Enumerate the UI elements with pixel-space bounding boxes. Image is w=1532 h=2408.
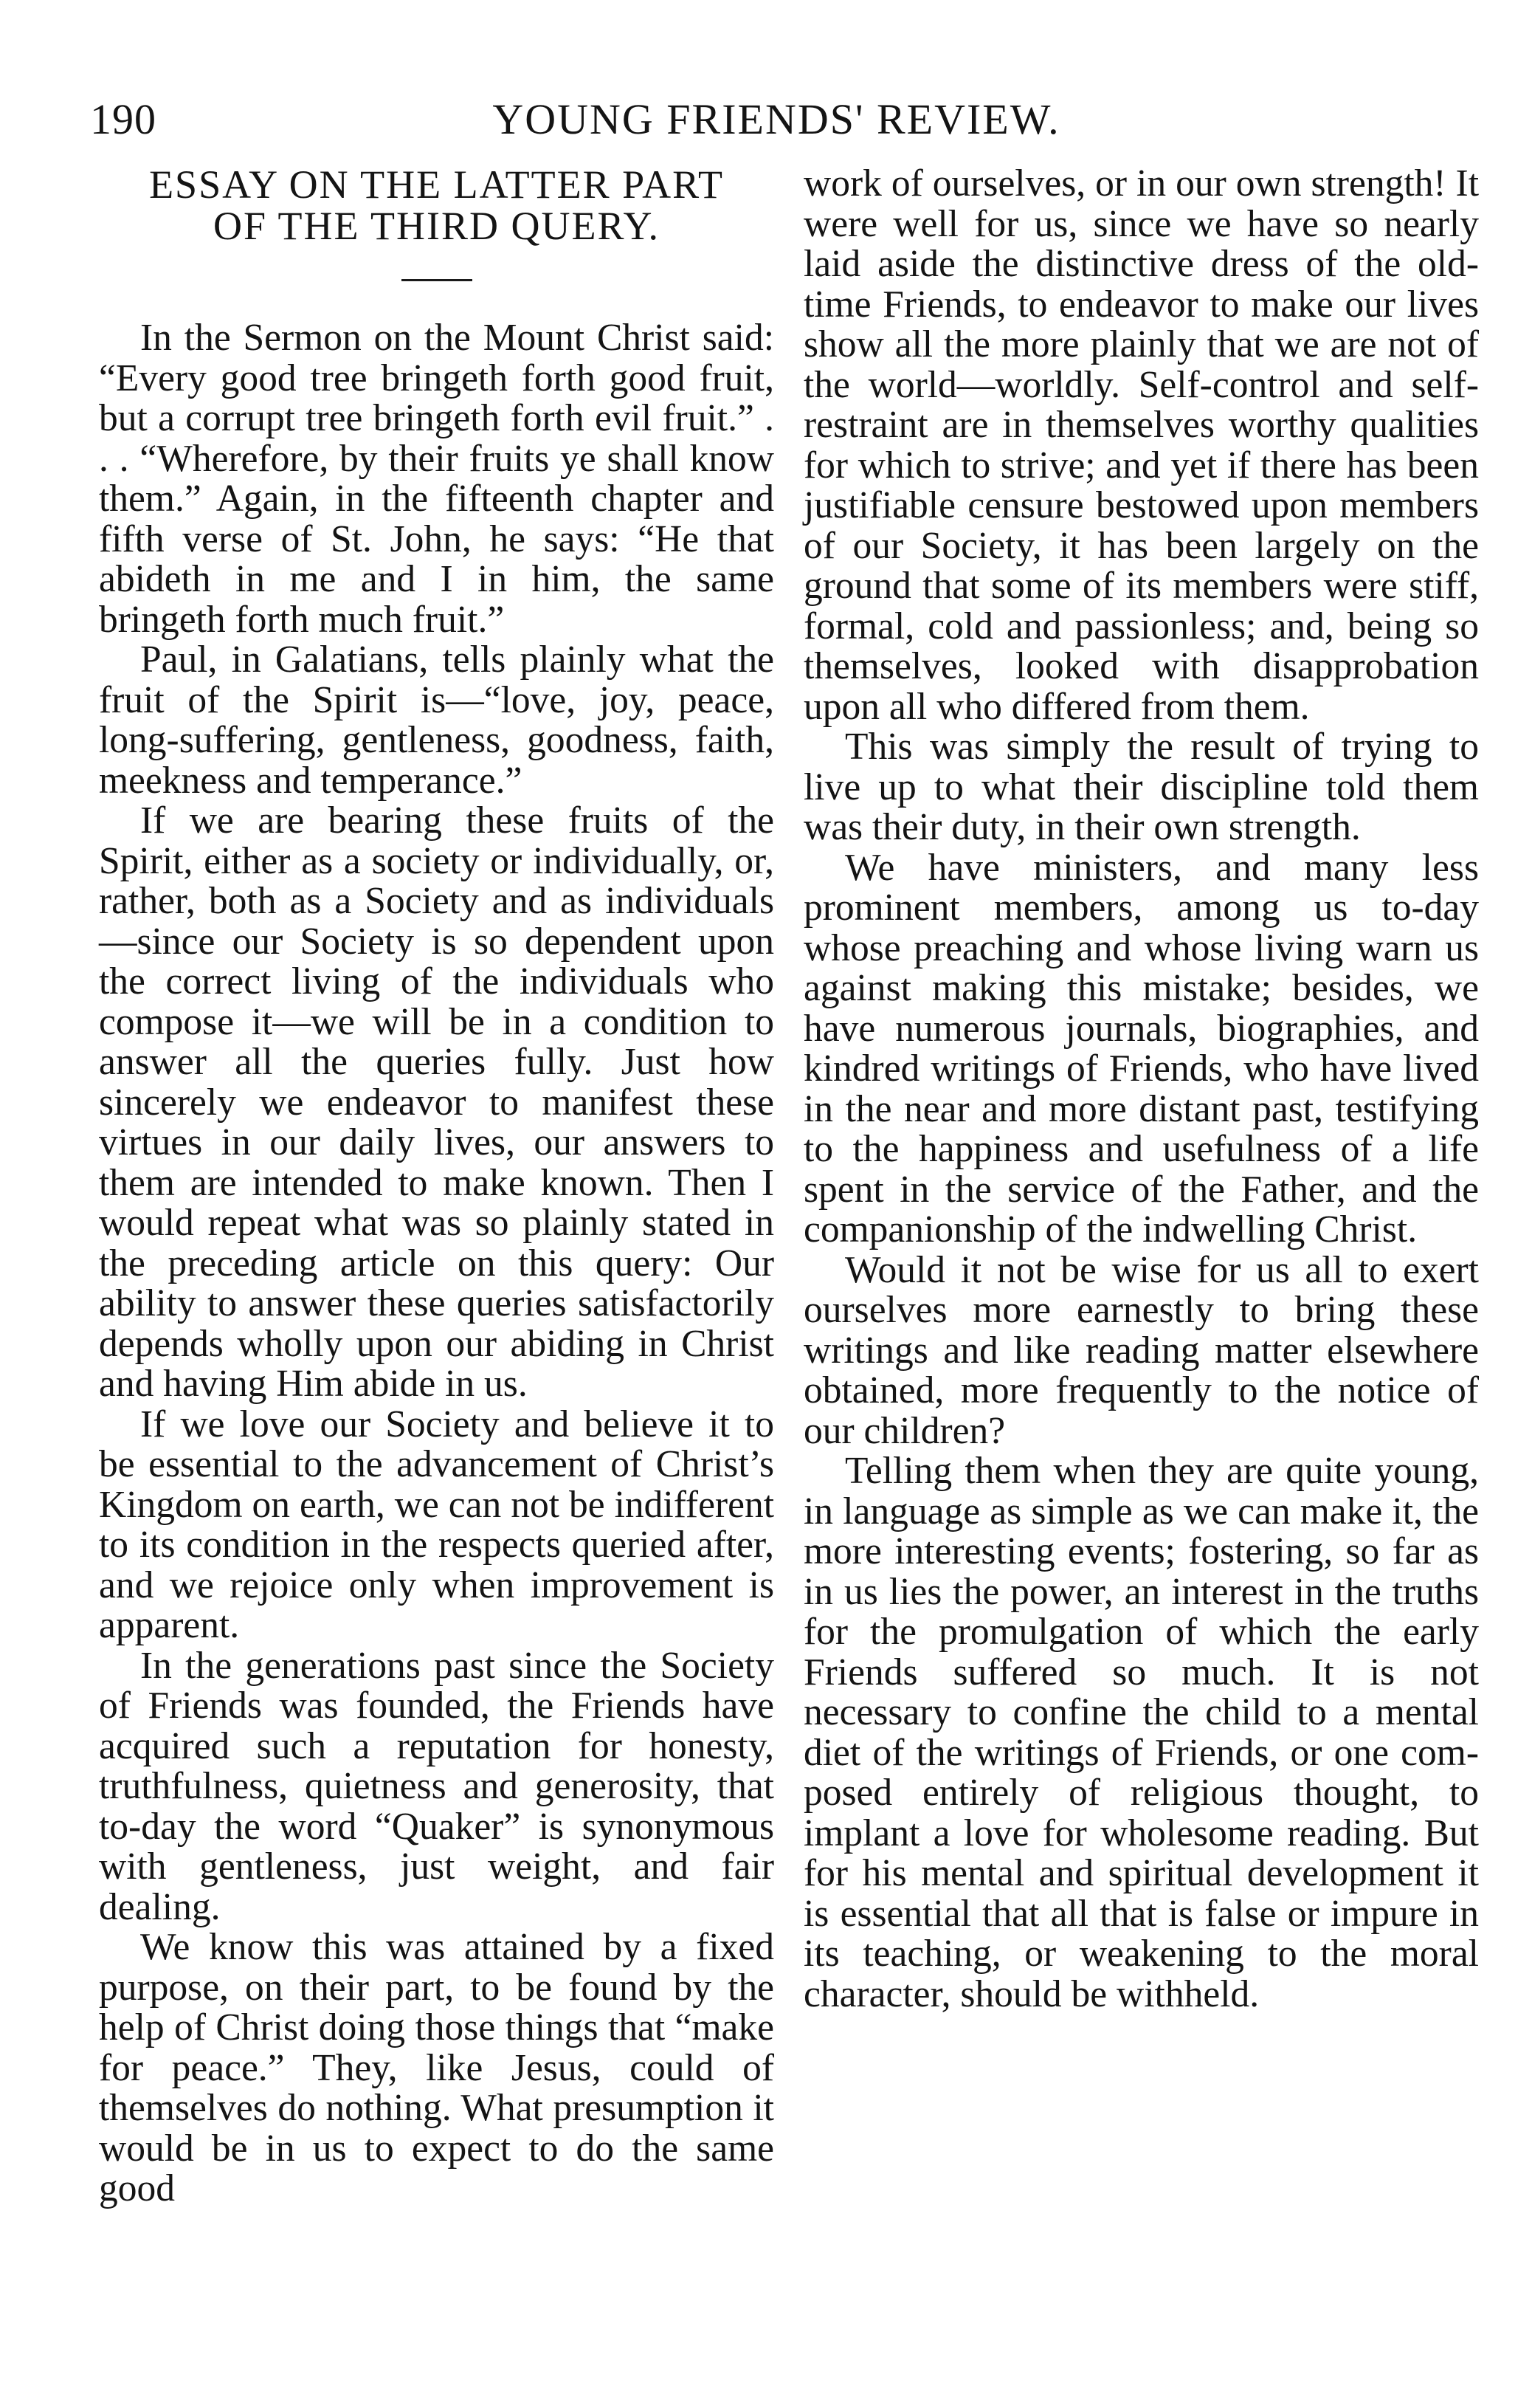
paragraph: Would it not be wise for us all to exert ourselves more earnestly to bring these writings and like reading matter elsewhere obtained, more frequently to the notice of our children? xyxy=(804,1248,1479,1452)
essay-title-line-1: ESSAY ON THE LATTER PART xyxy=(149,162,724,207)
paragraph: Paul, in Galatians, tells plainly what the fruit of the Spirit is—“love, joy, peace, long-suffering, gentleness, goodness, faith, meekness and temperance.” xyxy=(99,639,774,802)
essay-title xyxy=(99,164,774,247)
paragraph-continued: work of ourselves, or in our own strength! It were well for us, since we have so nearly laid aside the distinctive dress of the old-time Friends, to endeavor to make our lives show all the more plainly that we are not of the world—worldly. Self-control and self-restraint are in themselves worthy qualities for which to strive; and yet if there has been justifiable censure bestowed upon members of our Society, it has been largely on the ground that some of its members were stiff, formal, cold and passionless; and, being so themselves, looked with disapprobation upon all who differed from them. xyxy=(804,162,1479,728)
page-number: 190 xyxy=(90,95,156,143)
paragraph: This was simply the result of trying to live up to what their discipline told them was their duty, in their own strength. xyxy=(804,726,1479,848)
paragraph: If we are bearing these fruits of the Spirit, either as a society or individually, or, rather, both as a Society and as individuals—since our Society is so dependent upon the correct living of the individuals who compose it—we will be in a condition to answer all the queries fully. Just how sincerely we endeavor to manifest these virtues in our daily lives, our answers to them are intended to make known. Then I would repeat what was so plainly stated in the preceding article on this query: Our ability to answer these queries satisfactorily depends wholly upon our abiding in Christ and having Him abide in us. xyxy=(99,799,774,1405)
title-divider xyxy=(401,279,472,281)
paragraph: We have ministers, and many less prominent members, among us to-day whose preaching and whose living warn us against making this mistake; besides, we have numerous journals, biographies, and kindred writings of Friends, who have lived in the near and more distant past, testifying to the happiness and usefulness of a life spent in the service of the Father, and the companionship of the indwelling Christ. xyxy=(804,846,1479,1251)
right-column xyxy=(804,164,1479,2015)
paragraph: In the Sermon on the Mount Christ said: “Every good tree bringeth forth good fruit, but a corrupt tree bringeth forth evil fruit.” . . . “Wherefore, by their fruits ye shall know them.” Again, in the fifteenth chapter and fifth verse of St. John, he says: “He that abideth in me and I in him, the same bringeth forth much fruit.” xyxy=(99,317,774,641)
left-column xyxy=(99,164,774,2209)
paragraph: We know this was attained by a fixed purpose, on their part, to be found by the help of Christ doing those things that “make for peace.” They, like Jesus, could of themselves do nothing. What presumption it would be in us to expect to do the same good xyxy=(99,1926,774,2209)
paragraph: In the generations past since the Society of Friends was founded, the Friends have acquired such a reputation for honesty, truthfulness, quietness and generosity, that to-day the word “Quaker” is synonymous with gentleness, just weight, and fair dealing. xyxy=(99,1644,774,1928)
journal-title: YOUNG FRIENDS' REVIEW. xyxy=(492,95,1060,143)
page-header xyxy=(90,94,1463,161)
essay-title-line-2: OF THE THIRD QUERY. xyxy=(213,204,660,248)
paragraph: Telling them when they are quite young, in language as simple as we can make it, the more interesting events; fostering, so far as in us lies the power, an interest in the truths for the promulgation of which the early Friends suffered so much. It is not necessary to confine the child to a mental diet of the writings of Friends, or one composed entirely of religious thought, to implant a love for wholesome reading. But for his mental and spiritual development it is essential that all that is false or impure in its teaching, or weakening to the moral character, should be withheld. xyxy=(804,1450,1479,2015)
paragraph: If we love our Society and believe it to be essential to the advancement of Christ’s Kingdom on earth, we can not be indifferent to its condition in the respects queried after, and we rejoice only when improvement is apparent. xyxy=(99,1403,774,1646)
